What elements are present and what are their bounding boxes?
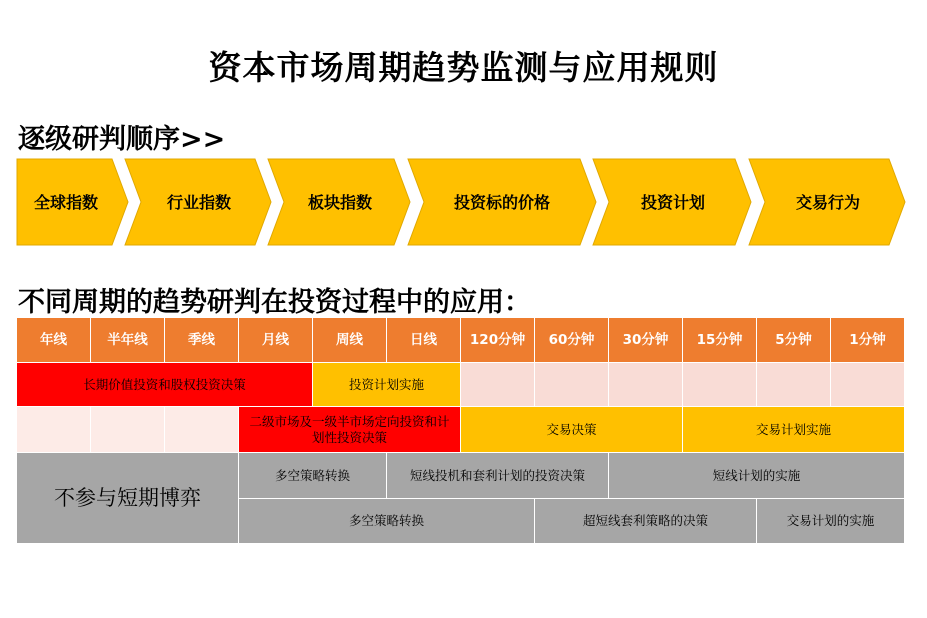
step-label-6: 交易行为 [795,193,861,212]
cell-no-short-term: 不参与短期博弈 [17,453,239,544]
period-application-table [17,318,905,544]
header-cell: 5分钟 [757,318,831,363]
cell-trading-decision: 交易决策 [461,407,683,453]
empty-cell [609,363,683,407]
page-title: 资本市场周期趋势监测与应用规则 [208,48,719,87]
cell-long-short-switch-2: 多空策略转换 [239,499,535,544]
step-label-3: 板块指数 [307,193,373,212]
header-cell: 半年线 [91,318,165,363]
header-cell: 日线 [387,318,461,363]
header-cell: 30分钟 [609,318,683,363]
empty-cell [757,363,831,407]
header-cell: 1分钟 [831,318,905,363]
empty-cell [165,407,239,453]
header-cell: 15分钟 [683,318,757,363]
step-chevrons [0,0,927,260]
section-heading-application: 不同周期的趋势研判在投资过程中的应用： [18,287,531,318]
step-label-1: 全球指数 [33,193,99,212]
header-cell: 月线 [239,318,313,363]
section-heading-order: 逐级研判顺序>> [18,124,226,155]
header-cell: 年线 [17,318,91,363]
cell-secondary-market-decision: 二级市场及一级半市场定向投资和计划性投资决策 [239,407,461,453]
cell-short-term-implementation: 短线计划的实施 [609,453,905,499]
cell-trading-plan-implementation: 交易计划实施 [683,407,905,453]
empty-cell [461,363,535,407]
header-cell: 周线 [313,318,387,363]
header-cell: 60分钟 [535,318,609,363]
empty-cell [17,407,91,453]
cell-long-short-switch: 多空策略转换 [239,453,387,499]
empty-cell [91,407,165,453]
cell-plan-implementation: 投资计划实施 [313,363,461,407]
step-label-2: 行业指数 [166,193,232,212]
cell-short-term-speculation: 短线投机和套利计划的投资决策 [387,453,609,499]
empty-cell [683,363,757,407]
empty-cell [831,363,905,407]
step-label-4: 投资标的价格 [453,193,551,212]
cell-trade-plan-implementation: 交易计划的实施 [757,499,905,544]
empty-cell [535,363,609,407]
cell-ultra-short-arbitrage: 超短线套利策略的决策 [535,499,757,544]
step-label-5: 投资计划 [640,193,706,212]
cell-long-term-decision: 长期价值投资和股权投资决策 [17,363,313,407]
header-cell: 120分钟 [461,318,535,363]
header-cell: 季线 [165,318,239,363]
